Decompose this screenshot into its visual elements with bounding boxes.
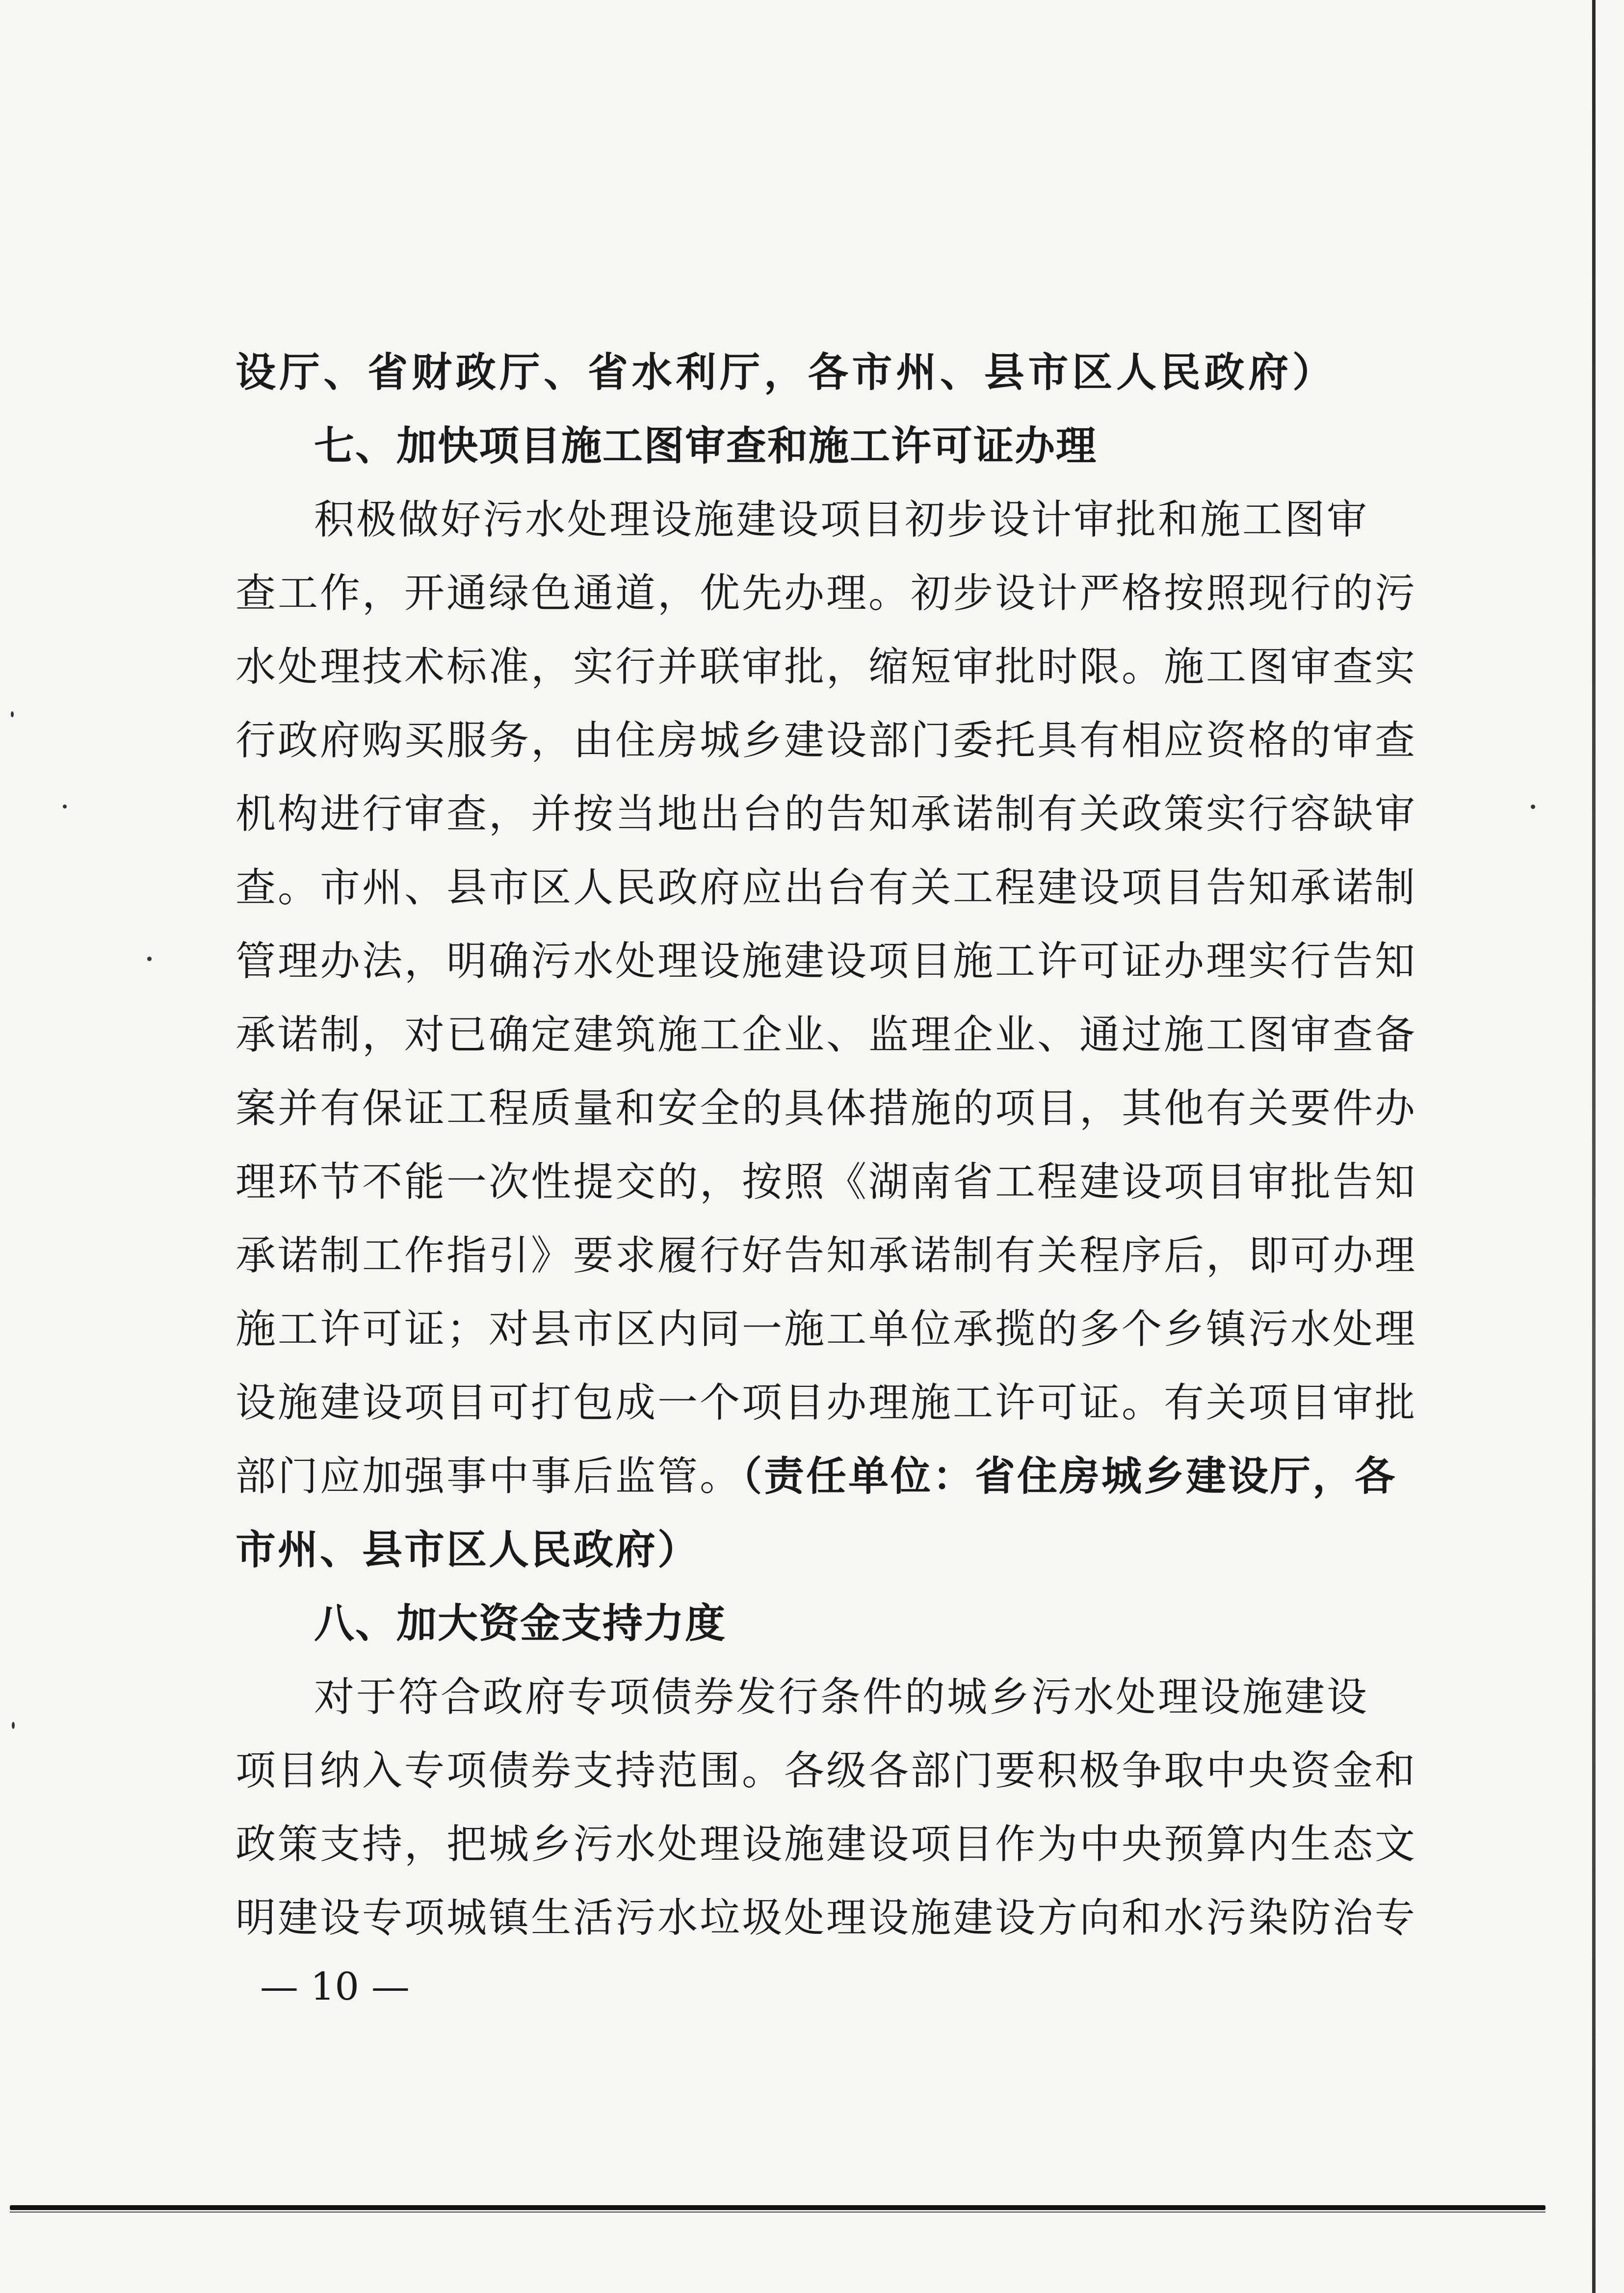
- text-line: 积极做好污水处理设施建设项目初步设计审批和施工图审: [314, 496, 1369, 543]
- text-line: 项目纳入专项债券支持范围。各级各部门要积极争取中央资金和: [236, 1747, 1417, 1794]
- text-line: 理环节不能一次性提交的，按照《湖南省工程建设项目审批告知: [236, 1159, 1417, 1205]
- text-fragment: 部门应加强事中事后监管。: [236, 1453, 742, 1500]
- text-line: 设厅、省财政厅、省水利厅，各市州、县市区人民政府）: [236, 349, 1335, 396]
- scan-speck: [147, 957, 152, 961]
- text-line: 水处理技术标准，实行并联审批，缩短审批时限。施工图审查实: [236, 644, 1417, 690]
- text-line: 明建设专项城镇生活污水垃圾处理设施建设方向和水污染防治专: [236, 1895, 1417, 1941]
- text-line: 政策支持，把城乡污水处理设施建设项目作为中央预算内生态文: [236, 1821, 1417, 1868]
- scan-page-edge: [1592, 0, 1596, 2293]
- text-line: 案并有保证工程质量和安全的具体措施的项目，其他有关要件办: [236, 1085, 1417, 1132]
- responsibility-note: （责任单位：省住房城乡建设厅，各: [742, 1453, 1397, 1500]
- scan-speck: [11, 711, 14, 717]
- text-line: 市州、县市区人民政府）: [236, 1527, 700, 1573]
- text-line: 承诺制，对已确定建筑施工企业、监理企业、通过施工图审查备: [236, 1012, 1417, 1058]
- text-line: 承诺制工作指引》要求履行好告知承诺制有关程序后，即可办理: [236, 1232, 1417, 1279]
- text-line: 查。市州、县市区人民政府应出台有关工程建设项目告知承诺制: [236, 864, 1417, 911]
- text-line: 机构进行审查，并按当地出台的告知承诺制有关政策实行容缺审: [236, 791, 1417, 837]
- text-line: 设施建设项目可打包成一个项目办理施工许可证。有关项目审批: [236, 1380, 1417, 1426]
- text-line: 管理办法，明确污水处理设施建设项目施工许可证办理实行告知: [236, 938, 1417, 985]
- text-line: 对于符合政府专项债券发行条件的城乡污水处理设施建设: [314, 1674, 1369, 1720]
- text-line: 查工作，开通绿色通道，优先办理。初步设计严格按照现行的污: [236, 570, 1417, 617]
- scan-speck: [12, 1722, 15, 1729]
- text-line: 施工许可证；对县市区内同一施工单位承揽的多个乡镇污水处理: [236, 1306, 1417, 1353]
- bottom-rule: [10, 2205, 1545, 2210]
- scan-speck: [1531, 805, 1535, 809]
- text-line: 行政府购买服务，由住房城乡建设部门委托具有相应资格的审查: [236, 717, 1417, 764]
- bottom-rule-thin: [10, 2212, 1545, 2213]
- page-number: — 10 —: [260, 1965, 410, 2009]
- section-heading-7: 七、加快项目施工图审查和施工许可证办理: [314, 423, 1098, 469]
- scan-speck: [63, 805, 67, 808]
- text-line-mixed: [236, 1442, 1397, 1511]
- section-heading-8: 八、加大资金支持力度: [314, 1600, 727, 1647]
